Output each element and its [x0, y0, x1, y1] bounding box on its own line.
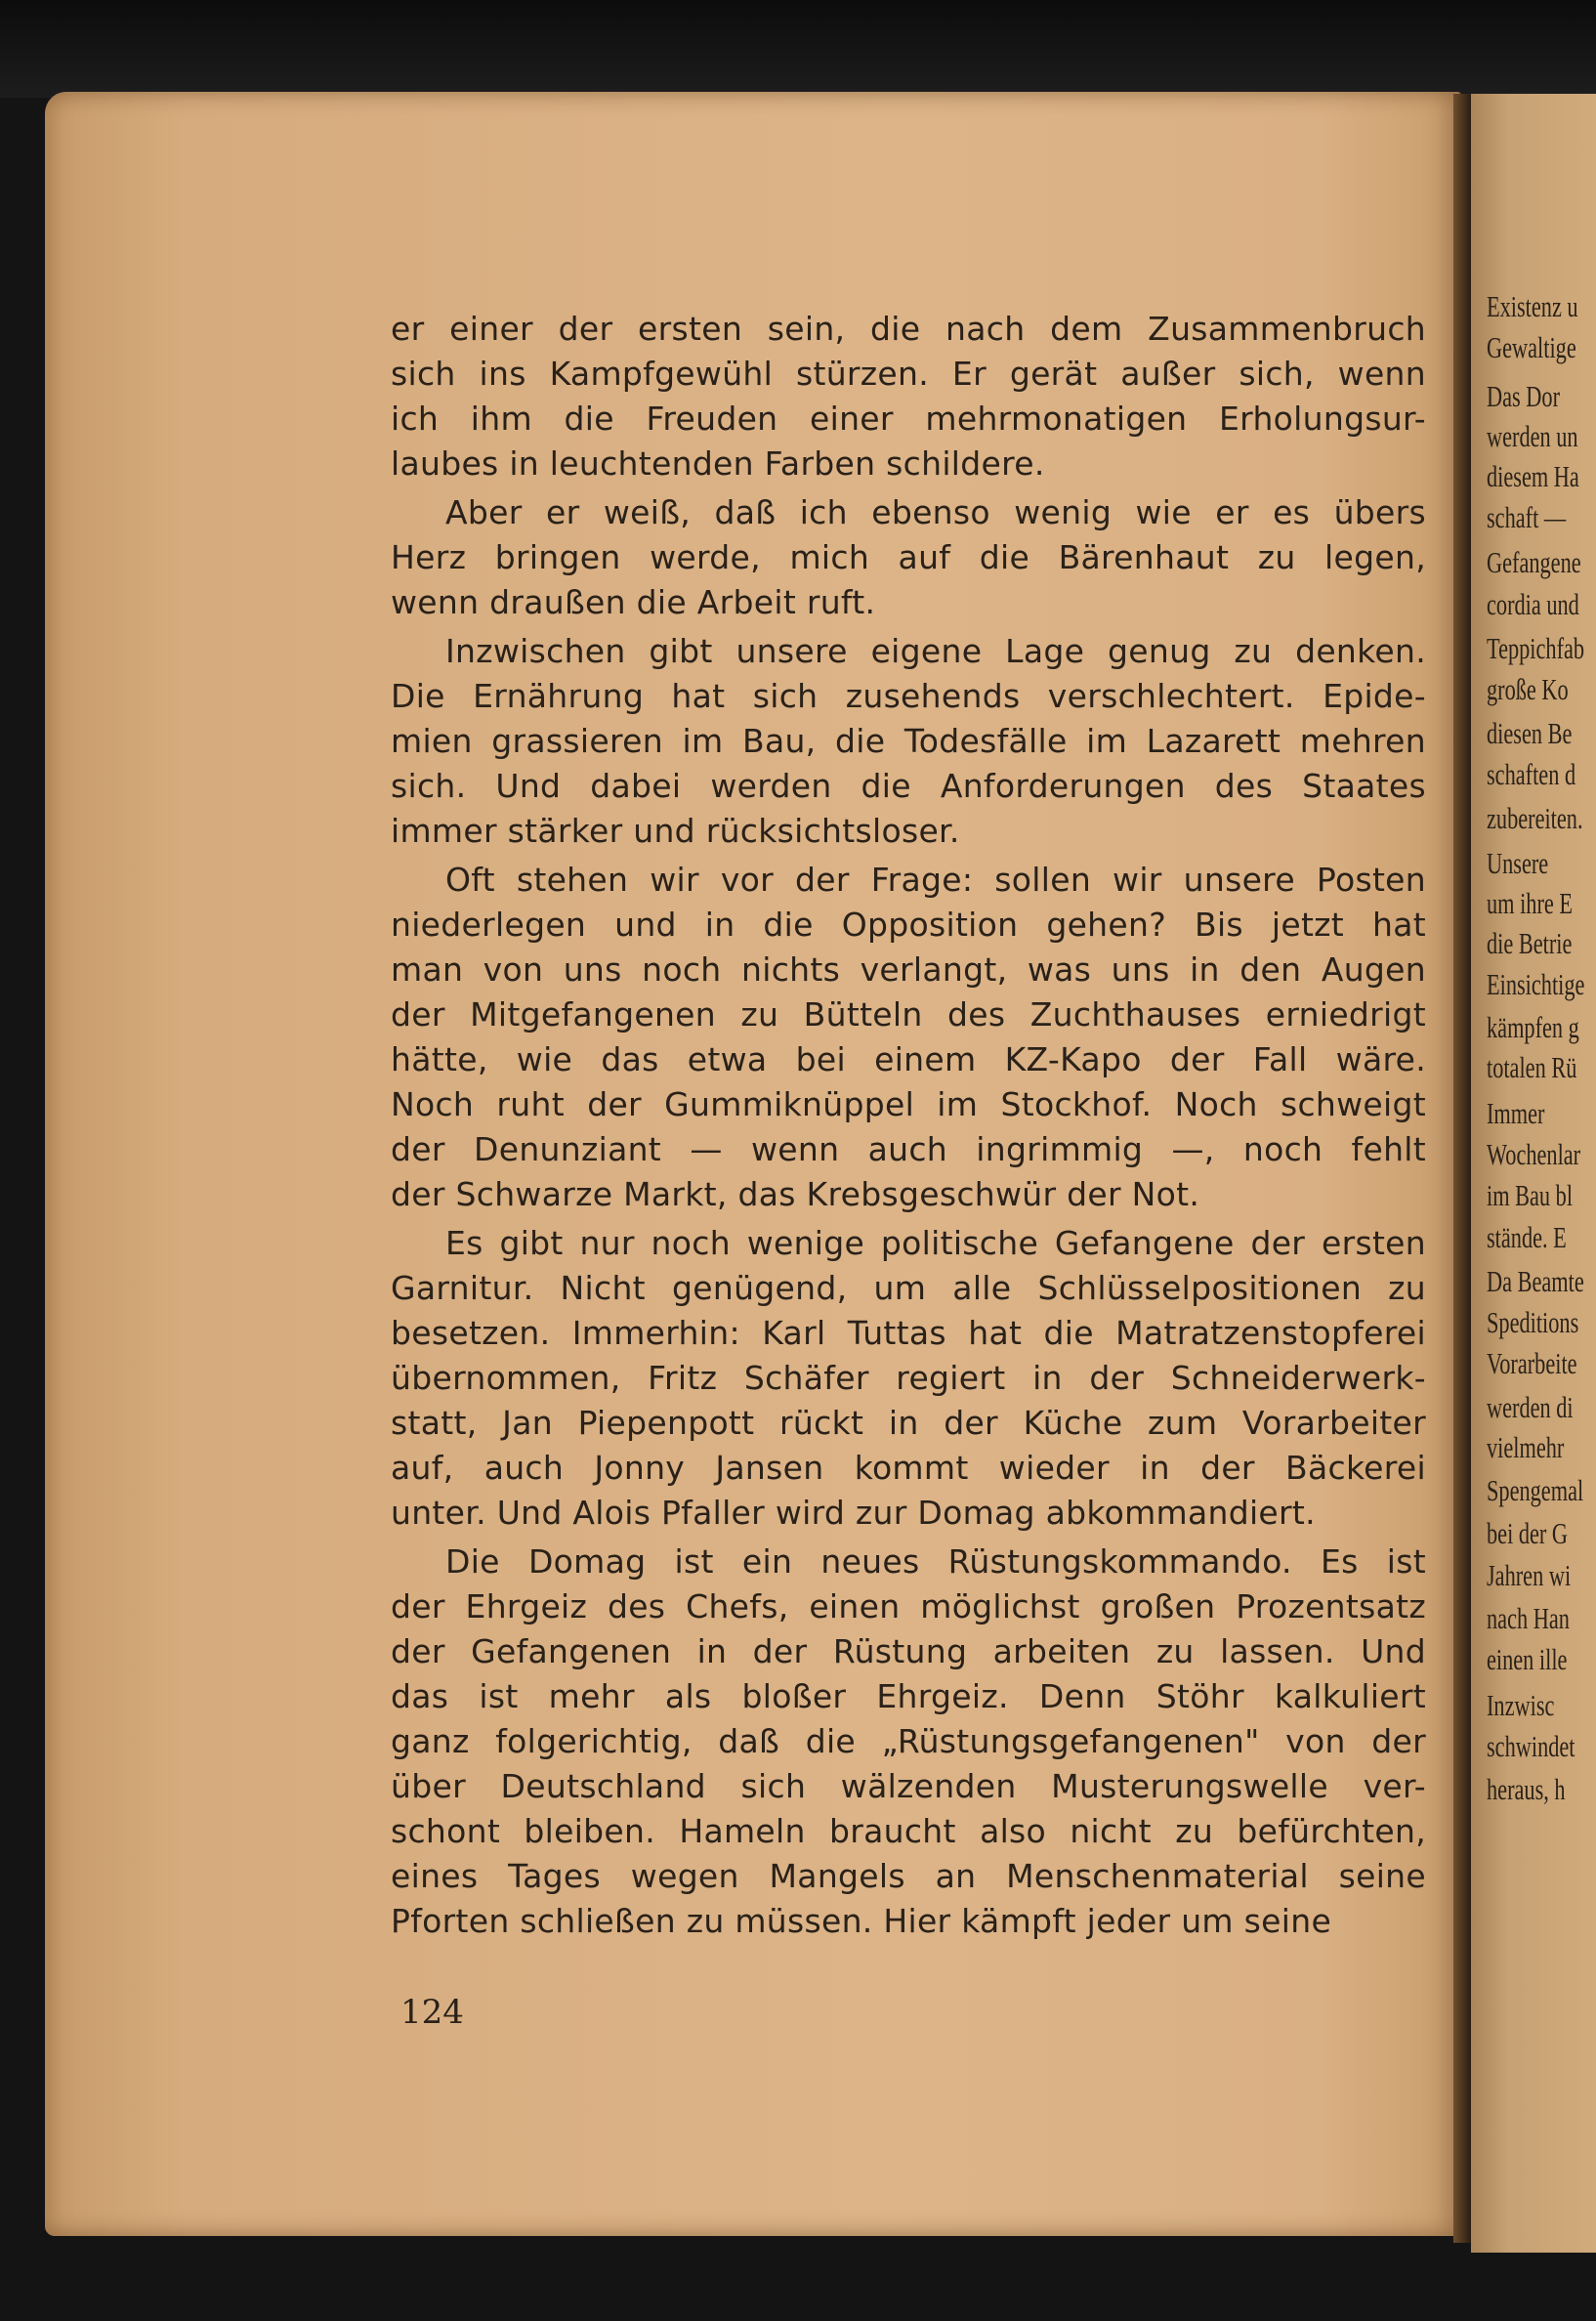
right-page-line: nach Han	[1487, 1601, 1570, 1635]
paragraph	[391, 307, 1426, 486]
text-line: laubes in leuchtenden Farben schildere.	[391, 444, 1045, 483]
text-line: Noch ruht der Gummiknüppel im Stockhof. Noch schweigt	[391, 1085, 1426, 1123]
text-line: über Deutschland sich wälzenden Musterungswelle ver-	[391, 1767, 1426, 1805]
right-page-line: Spengemal	[1487, 1473, 1584, 1507]
right-page-line: werden un	[1487, 419, 1578, 453]
right-page-line: heraus, h	[1487, 1772, 1566, 1806]
text-line: er einer der ersten sein, die nach dem Zusammenbruch	[391, 310, 1426, 348]
right-page-line: Wochenlar	[1487, 1137, 1581, 1171]
right-page-line: diesen Be	[1487, 716, 1573, 750]
paragraph	[391, 858, 1426, 1217]
text-line: ganz folgerichtig, daß die „Rüstungsgefangenen" von der	[391, 1722, 1426, 1760]
text-line: niederlegen und in die Opposition gehen? Bis jetzt hat	[391, 906, 1426, 944]
right-page-line: schwindet	[1487, 1729, 1575, 1763]
right-book-page	[1471, 94, 1596, 2253]
right-page-line: schaft —	[1487, 500, 1567, 534]
right-page-line: um ihre E	[1487, 886, 1574, 920]
text-line: Die Domag ist ein neues Rüstungskommando. Es ist	[445, 1542, 1426, 1581]
right-page-line: Speditions	[1487, 1305, 1579, 1339]
right-page-line: Existenz u	[1487, 289, 1578, 323]
text-line: hätte, wie das etwa bei einem KZ-Kapo der Fall wäre.	[391, 1040, 1426, 1078]
text-line: der Schwarze Markt, das Krebsgeschwür der Not.	[391, 1175, 1200, 1213]
right-page-line: Inzwisc	[1487, 1688, 1555, 1722]
text-line: der Ehrgeiz des Chefs, einen möglichst großen Prozentsatz	[391, 1587, 1426, 1625]
text-line: statt, Jan Piepenpott rückt in der Küche zum Vorarbeiter	[391, 1404, 1426, 1442]
right-page-line: kämpfen g	[1487, 1010, 1579, 1044]
right-page-line: Das Dor	[1487, 379, 1561, 413]
right-page-line: Einsichtige	[1487, 967, 1585, 1001]
right-page-line: vielmehr	[1487, 1430, 1565, 1464]
text-line: immer stärker und rücksichtsloser.	[391, 812, 960, 850]
text-line: Garnitur. Nicht genügend, um alle Schlüsselpositionen zu	[391, 1269, 1426, 1307]
text-line: Inzwischen gibt unsere eigene Lage genug zu denken.	[445, 632, 1426, 670]
right-page-line: große Ko	[1487, 672, 1569, 706]
right-page-line: Da Beamte	[1487, 1264, 1584, 1298]
text-line: sich ins Kampfgewühl stürzen. Er gerät außer sich, wenn	[391, 355, 1426, 393]
text-line: unter. Und Alois Pfaller wird zur Domag abkommandiert.	[391, 1494, 1316, 1532]
paragraph	[391, 1540, 1426, 1944]
right-page-line: totalen Rü	[1487, 1050, 1577, 1084]
text-line: Pforten schließen zu müssen. Hier kämpft jeder um seine	[391, 1902, 1332, 1940]
right-page-line: werden di	[1487, 1390, 1574, 1424]
right-page-line: bei der G	[1487, 1516, 1569, 1550]
text-line: Es gibt nur noch wenige politische Gefangene der ersten	[445, 1224, 1426, 1262]
text-line: der Gefangenen in der Rüstung arbeiten zu lassen. Und	[391, 1632, 1426, 1670]
text-line: schont bleiben. Hameln braucht also nicht zu befürchten,	[391, 1812, 1426, 1850]
text-line: Oft stehen wir vor der Frage: sollen wir unsere Posten	[445, 861, 1426, 899]
right-page-line: Unsere	[1487, 846, 1549, 880]
text-line: auf, auch Jonny Jansen kommt wieder in der Bäckerei	[391, 1449, 1426, 1487]
paragraph	[391, 629, 1426, 854]
right-page-line: im Bau bl	[1487, 1178, 1574, 1212]
text-line: mien grassieren im Bau, die Todesfälle im Lazarett mehren	[391, 722, 1426, 760]
text-line: besetzen. Immerhin: Karl Tuttas hat die Matratzenstopferei	[391, 1314, 1426, 1352]
right-page-line: zubereiten.	[1487, 801, 1583, 835]
text-line: der Mitgefangenen zu Bütteln des Zuchthauses erniedrigt	[391, 995, 1426, 1034]
text-line: ich ihm die Freuden einer mehrmonatigen Erholungsur-	[391, 400, 1426, 438]
page-body-text	[391, 307, 1426, 1948]
paragraph	[391, 490, 1426, 625]
right-page-line: Gefangene	[1487, 545, 1581, 579]
text-line: Die Ernährung hat sich zusehends verschlechtert. Epide-	[391, 677, 1426, 715]
paragraph	[391, 1221, 1426, 1536]
right-page-line: Teppichfab	[1487, 631, 1585, 665]
text-line: Aber er weiß, daß ich ebenso wenig wie er es übers	[445, 493, 1426, 531]
book-gutter	[1453, 94, 1471, 2243]
text-line: sich. Und dabei werden die Anforderungen des Staates	[391, 767, 1426, 805]
text-line: das ist mehr als bloßer Ehrgeiz. Denn Stöhr kalkuliert	[391, 1677, 1426, 1715]
right-page-line: diesem Ha	[1487, 459, 1579, 493]
right-page-line: cordia und	[1487, 587, 1579, 621]
right-page-line: Jahren wi	[1487, 1558, 1572, 1592]
right-page-line: Gewaltige	[1487, 330, 1576, 364]
text-line: übernommen, Fritz Schäfer regiert in der Schneiderwerk-	[391, 1359, 1426, 1397]
right-page-line: die Betrie	[1487, 926, 1573, 960]
text-line: eines Tages wegen Mangels an Menschenmaterial seine	[391, 1857, 1426, 1895]
right-page-line: einen ille	[1487, 1642, 1568, 1676]
right-page-line: schaften d	[1487, 757, 1576, 791]
text-line: man von uns noch nichts verlangt, was uns in den Augen	[391, 950, 1426, 989]
right-page-line: Immer	[1487, 1096, 1545, 1130]
text-line: der Denunziant — wenn auch ingrimmig —, noch fehlt	[391, 1130, 1426, 1168]
dark-background	[0, 0, 1596, 98]
right-page-line: stände. E	[1487, 1220, 1567, 1254]
page-number: 124	[400, 1993, 464, 2032]
text-line: Herz bringen werde, mich auf die Bärenhaut zu legen,	[391, 538, 1426, 576]
text-line: wenn draußen die Arbeit ruft.	[391, 583, 876, 621]
right-page-line: Vorarbeite	[1487, 1346, 1577, 1380]
